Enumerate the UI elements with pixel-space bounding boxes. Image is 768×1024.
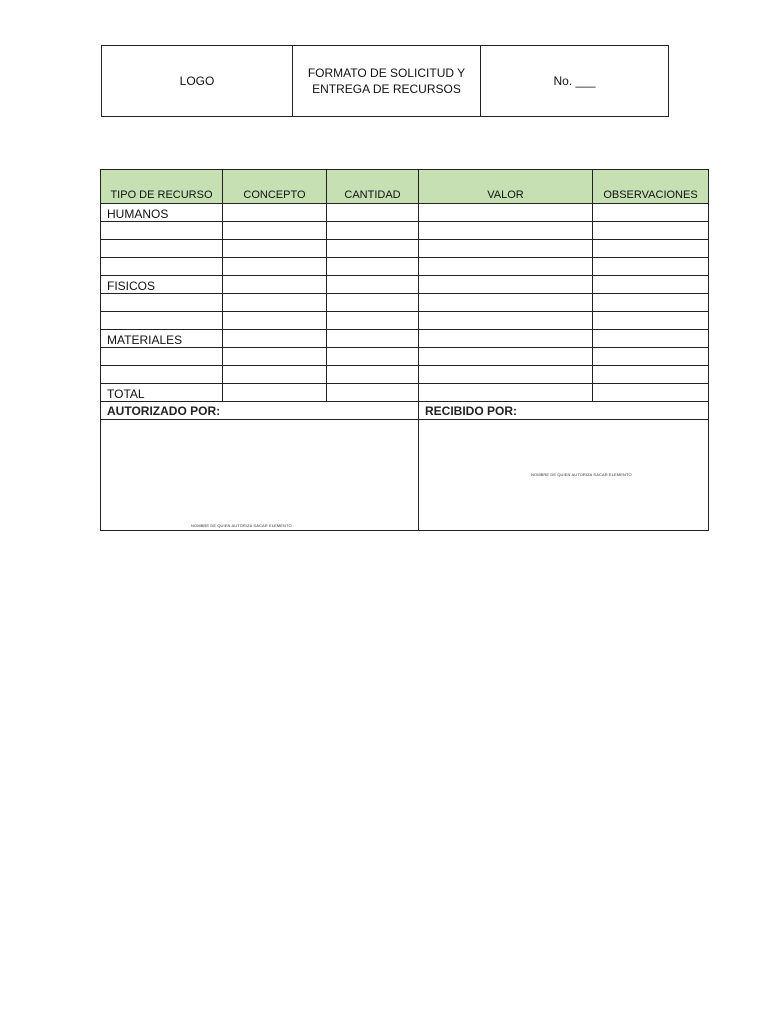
table-cell[interactable] <box>419 294 593 312</box>
table-cell[interactable] <box>327 312 419 330</box>
table-row <box>101 276 709 294</box>
table-cell[interactable] <box>419 258 593 276</box>
table-cell[interactable] <box>223 294 327 312</box>
table-cell[interactable] <box>223 366 327 384</box>
table-cell[interactable] <box>223 276 327 294</box>
table-row-total <box>101 384 709 402</box>
table-cell[interactable] <box>419 204 593 222</box>
table-cell[interactable] <box>419 312 593 330</box>
table-cell[interactable] <box>327 366 419 384</box>
table-cell[interactable] <box>327 348 419 366</box>
received-signature-note: NOMBRE DE QUIEN AUTORIZA SACAR ELEMENTO <box>531 472 632 477</box>
table-cell[interactable] <box>593 276 709 294</box>
table-cell[interactable] <box>101 348 223 366</box>
received-signature-box[interactable] <box>419 420 709 531</box>
table-cell[interactable] <box>419 384 593 402</box>
table-cell[interactable] <box>327 384 419 402</box>
table-cell[interactable] <box>223 222 327 240</box>
column-header-concepto: CONCEPTO <box>223 170 327 204</box>
table-row <box>101 312 709 330</box>
table-cell[interactable] <box>101 312 223 330</box>
table-row <box>101 222 709 240</box>
table-cell[interactable] <box>419 240 593 258</box>
table-cell[interactable] <box>593 294 709 312</box>
table-row <box>101 240 709 258</box>
table-cell[interactable] <box>593 384 709 402</box>
authorized-by-label: AUTORIZADO POR: <box>101 402 419 420</box>
table-row <box>101 348 709 366</box>
section-label-fisicos: FISICOS <box>101 276 223 294</box>
table-cell[interactable] <box>593 240 709 258</box>
logo-placeholder: LOGO <box>102 46 293 117</box>
table-cell[interactable] <box>593 258 709 276</box>
table-cell[interactable] <box>101 222 223 240</box>
table-cell[interactable] <box>327 330 419 348</box>
table-cell[interactable] <box>101 366 223 384</box>
table-header-row <box>101 170 709 204</box>
table-cell[interactable] <box>101 258 223 276</box>
table-cell[interactable] <box>593 312 709 330</box>
document-title: FORMATO DE SOLICITUD Y ENTREGA DE RECURSOS <box>293 46 481 117</box>
table-row <box>101 204 709 222</box>
table-cell[interactable] <box>327 240 419 258</box>
document-number: No. ___ <box>481 46 669 117</box>
table-cell[interactable] <box>101 240 223 258</box>
table-cell[interactable] <box>327 276 419 294</box>
table-cell[interactable] <box>327 204 419 222</box>
table-row <box>101 294 709 312</box>
section-label-humanos: HUMANOS <box>101 204 223 222</box>
table-cell[interactable] <box>419 276 593 294</box>
header-table <box>101 45 669 117</box>
column-header-valor: VALOR <box>419 170 593 204</box>
table-cell[interactable] <box>223 204 327 222</box>
column-header-cantidad: CANTIDAD <box>327 170 419 204</box>
table-cell[interactable] <box>327 222 419 240</box>
table-cell[interactable] <box>223 258 327 276</box>
table-cell[interactable] <box>101 294 223 312</box>
table-cell[interactable] <box>223 330 327 348</box>
table-cell[interactable] <box>593 366 709 384</box>
table-row <box>101 258 709 276</box>
table-cell[interactable] <box>593 222 709 240</box>
table-cell[interactable] <box>419 222 593 240</box>
table-cell[interactable] <box>593 330 709 348</box>
signature-box-row <box>101 420 709 531</box>
table-cell[interactable] <box>223 348 327 366</box>
table-cell[interactable] <box>223 240 327 258</box>
table-cell[interactable] <box>419 366 593 384</box>
table-cell[interactable] <box>593 348 709 366</box>
authorized-signature-box[interactable] <box>101 420 419 531</box>
section-label-total: TOTAL <box>101 384 223 402</box>
signature-header-row <box>101 402 709 420</box>
section-label-materiales: MATERIALES <box>101 330 223 348</box>
resource-table <box>100 169 709 531</box>
table-row <box>101 330 709 348</box>
table-cell[interactable] <box>593 204 709 222</box>
table-cell[interactable] <box>327 294 419 312</box>
authorized-signature-note: NOMBRE DE QUIEN AUTORIZA SACAR ELEMENTO <box>191 523 292 528</box>
table-cell[interactable] <box>419 348 593 366</box>
table-cell[interactable] <box>223 312 327 330</box>
table-cell[interactable] <box>327 258 419 276</box>
table-cell[interactable] <box>223 384 327 402</box>
column-header-tipo: TIPO DE RECURSO <box>101 170 223 204</box>
received-by-label: RECIBIDO POR: <box>419 402 709 420</box>
table-row <box>101 366 709 384</box>
column-header-observaciones: OBSERVACIONES <box>593 170 709 204</box>
table-cell[interactable] <box>419 330 593 348</box>
